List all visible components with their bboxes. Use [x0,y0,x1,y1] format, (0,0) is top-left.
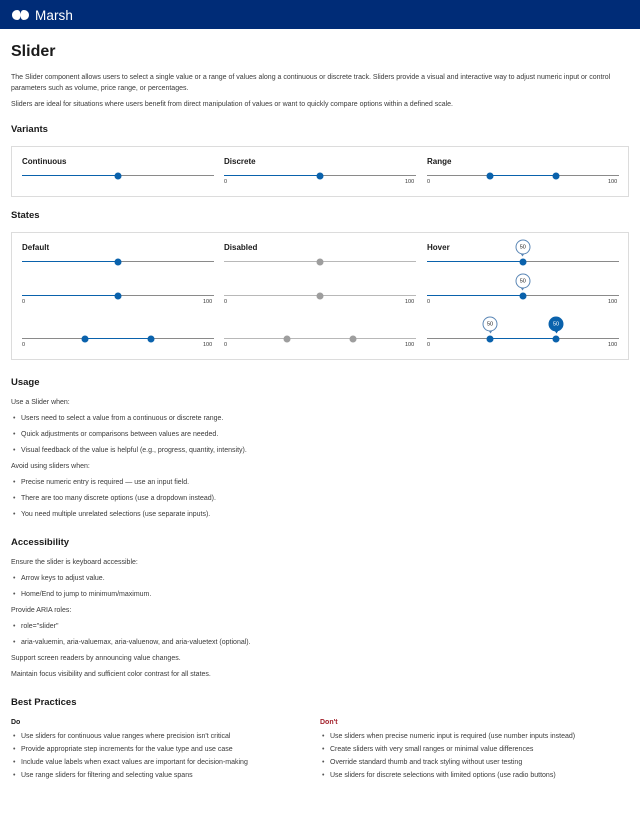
list-item: • Include value labels when exact values are important for decision-making [21,759,248,766]
disabled-max: 100 [405,299,415,305]
variants-card [11,146,629,197]
aria-intro: Provide ARIA roles: [11,607,72,614]
slider-fill [22,175,118,177]
default-range-slider[interactable] [22,332,214,344]
list-item: • Use sliders for continuous value ranges where precision isn't critical [21,733,231,740]
slider-thumb[interactable] [487,172,494,179]
slider-fill [22,295,118,297]
hover-min: 0 [427,299,431,305]
list-item: • Use sliders for discrete selections with limited options (use radio buttons) [330,772,556,779]
slider-thumb [284,335,291,342]
slider-thumb[interactable] [115,292,122,299]
list-item: • Quick adjustments or comparisons between values are needed. [21,431,218,438]
slider-thumb[interactable] [317,172,324,179]
list-item: • Override standard thumb and track styling without user testing [330,759,522,766]
usage-avoid-intro: Avoid using sliders when: [11,463,90,470]
slider-thumb[interactable] [115,258,122,265]
intro-paragraph-1: The Slider component allows users to select a single value or a range of values along a continuous or discrete track. Sliders provide a visual and interactive way to adjust numeric input or control parameters such as volume, price range, or percentages. [11,74,611,92]
slider-fill [490,175,555,177]
slider-thumb [317,258,324,265]
brand-name: Marsh [35,7,74,23]
hover-slider[interactable] [427,255,619,267]
slider-track[interactable] [224,338,416,339]
list-item: • Visual feedback of the value is helpful (e.g., progress, quantity, intensity). [21,447,247,454]
list-item: • There are too many discrete options (use a dropdown instead). [21,495,216,502]
default-labeled-slider[interactable] [22,289,214,301]
dont-label: Don't [320,719,338,726]
accessibility-note-1: Support screen readers by announcing value changes. [11,655,181,662]
slider-thumb [317,292,324,299]
hover-range-min: 0 [427,342,431,348]
brand-logo[interactable] [11,7,73,23]
disabled-slider [224,255,416,267]
hover-max: 100 [608,299,618,305]
disabled-range-max: 100 [405,342,415,348]
hover-label: Hover [427,243,450,252]
marsh-logo-icon [11,9,30,21]
states-heading: States [11,210,40,221]
slider-fill [490,338,555,340]
list-item: • You need multiple unrelated selections (use separate inputs). [21,511,210,518]
disabled-labeled-slider [224,289,416,301]
default-max: 100 [203,299,213,305]
hover-labeled-tooltip: 50 [515,274,530,289]
do-label: Do [11,719,21,726]
slider-fill [427,295,523,297]
list-item: • Home/End to jump to minimum/maximum. [21,591,151,598]
variants-heading: Variants [11,124,48,135]
discrete-label: Discrete [224,157,256,166]
hover-range-slider[interactable] [427,332,619,344]
default-label: Default [22,243,50,252]
hover-value-tooltip: 50 [515,240,530,255]
page-title: Slider [11,43,56,60]
default-min: 0 [22,299,26,305]
slider-thumb [349,335,356,342]
slider-thumb[interactable] [552,172,559,179]
continuous-slider[interactable] [22,169,214,181]
range-slider[interactable] [427,169,619,181]
default-range-min: 0 [22,342,26,348]
slider-thumb[interactable] [487,335,494,342]
keyboard-intro: Ensure the slider is keyboard accessible: [11,559,138,566]
continuous-label: Continuous [22,157,67,166]
default-slider[interactable] [22,255,214,267]
list-item: • Use range sliders for filtering and selecting value spans [21,772,193,779]
top-bar [0,0,640,29]
disabled-label: Disabled [224,243,258,252]
list-item: • role="slider" [21,623,58,630]
hover-range-max: 100 [608,342,618,348]
list-item: • Use sliders when precise numeric input is required (use number inputs instead) [330,733,575,740]
list-item: • aria-valuemin, aria-valuemax, aria-valuenow, and aria-valuetext (optional). [21,639,251,646]
accessibility-heading: Accessibility [11,537,70,548]
disabled-range-min: 0 [224,342,228,348]
default-range-max: 100 [203,342,213,348]
disabled-min: 0 [224,299,228,305]
accessibility-note-2: Maintain focus visibility and sufficient color contrast for all states. [11,671,211,678]
slider-fill [85,338,150,340]
slider-fill [224,175,320,177]
slider-thumb[interactable] [520,258,527,265]
slider-thumb[interactable] [147,335,154,342]
list-item: • Precise numeric entry is required — use an input field. [21,479,189,486]
range-min: 0 [427,179,431,185]
slider-thumb[interactable] [520,292,527,299]
best-practices-heading: Best Practices [11,697,77,708]
usage-use-intro: Use a Slider when: [11,399,70,406]
range-max: 100 [608,179,618,185]
discrete-min: 0 [224,179,228,185]
hover-range-high-tooltip: 50 [549,317,564,332]
slider-thumb[interactable] [552,335,559,342]
states-card [11,232,629,360]
list-item: • Provide appropriate step increments for the value type and use case [21,746,233,753]
discrete-max: 100 [405,179,415,185]
range-label: Range [427,157,452,166]
discrete-slider[interactable] [224,169,416,181]
disabled-range-slider [224,332,416,344]
slider-fill [22,261,118,263]
hover-range-low-tooltip: 50 [483,317,498,332]
list-item: • Arrow keys to adjust value. [21,575,105,582]
hover-labeled-slider[interactable] [427,289,619,301]
slider-thumb[interactable] [115,172,122,179]
usage-heading: Usage [11,377,40,388]
list-item: • Users need to select a value from a continuous or discrete range. [21,415,223,422]
intro-paragraph-2: Sliders are ideal for situations where users benefit from direct manipulation of values or want to quickly compare options within a defined scale. [11,101,454,108]
slider-thumb[interactable] [82,335,89,342]
slider-fill [427,261,523,263]
list-item: • Create sliders with very small ranges or minimal value differences [330,746,533,753]
